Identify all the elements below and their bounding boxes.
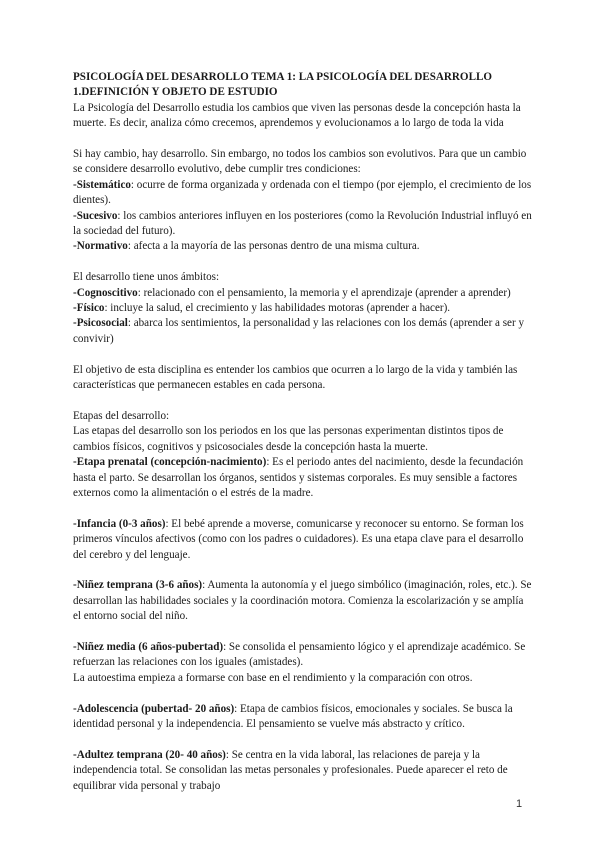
stage-text: : Se centra en la vida laboral, las relaciones de pareja y la independencia total. Se consolidan las metas personales y profesionales. Puede aparecer el reto de equilibrar vida personal y trabajo	[73, 748, 508, 792]
page-number: 1	[516, 798, 523, 810]
domain-item	[73, 286, 533, 301]
intro-paragraph: La Psicología del Desarrollo estudia los cambios que viven las personas desde la concepción hasta la muerte. Es decir, analiza cómo crecemos, aprendemos y evolucionamos a lo largo de toda la vida	[73, 101, 521, 130]
stage-term: -Infancia (0-3 años)	[73, 517, 166, 530]
condition-item	[73, 209, 533, 240]
stage-extra: La autoestima empieza a formarse con base en el rendimiento y la comparación con otros.	[73, 671, 473, 684]
stage-term: -Adolescencia (pubertad- 20 años)	[73, 702, 235, 715]
stage-text: : El bebé aprende a moverse, comunicarse y reconocer su entorno. Se forman los primeros vínculos afectivos (como con los padres o cuidadores). Es una etapa clave para el desarrollo del cerebro y del lenguaje.	[73, 517, 524, 561]
stage-term: -Niñez temprana (3-6 años)	[73, 579, 203, 592]
stage-term: -Niñez media (6 años-pubertad)	[73, 640, 224, 653]
domain-term: -Cognoscitivo	[73, 286, 138, 299]
stage-text: : Es el periodo antes del nacimiento, desde la fecundación hasta el parto. Se desarrollan los órganos, sentidos y sistemas corporales. Es muy sensible a factores externos como la alimentación o el estrés de la madre.	[73, 456, 524, 499]
stage-item	[73, 455, 533, 501]
document-page	[73, 70, 533, 794]
domain-text: : incluye la salud, el crecimiento y las habilidades motoras (aprender a hacer).	[104, 302, 451, 315]
condition-term: -Normativo	[73, 240, 128, 253]
stage-text: : Aumenta la autonomía y el juego simbólico (imaginación, roles, etc.). Se desarrollan las habilidades sociales y la coordinación motora. Comienza la escolarización y se amplía el entorno social del niño.	[73, 579, 532, 623]
stage-term: -Adultez temprana (20- 40 años)	[73, 748, 226, 761]
document-title: PSICOLOGÍA DEL DESARROLLO TEMA 1: LA PSICOLOGÍA DEL DESARROLLO 1.DEFINICIÓN Y OBJETO DE ESTUDIO	[73, 71, 492, 99]
conditions-intro: Si hay cambio, hay desarrollo. Sin embargo, no todos los cambios son evolutivos. Para que un cambio se considere desarrollo evolutivo, debe cumplir tres condiciones:	[73, 148, 527, 176]
condition-item	[73, 178, 533, 209]
domain-term: -Físico	[73, 302, 105, 315]
stage-term: -Etapa prenatal (concepción-nacimiento)	[73, 456, 267, 469]
domain-item	[73, 316, 533, 347]
stage-item	[73, 748, 533, 794]
stage-text: : Etapa de cambios físicos, emocionales y sociales. Se busca la identidad personal y la independencia. El pensamiento se vuelve más abstracto y crítico.	[73, 702, 513, 730]
condition-term: -Sucesivo	[73, 209, 118, 222]
domain-item	[73, 301, 533, 316]
domain-text: : abarca los sentimientos, la personalidad y las relaciones con los demás (aprender a ser y convivir)	[73, 317, 524, 345]
domain-term: -Psicosocial	[73, 317, 128, 330]
stages-heading: Etapas del desarrollo:	[73, 409, 170, 422]
condition-text: : ocurre de forma organizada y ordenada con el tiempo (por ejemplo, el crecimiento de los dientes).	[73, 178, 532, 207]
stage-item	[73, 702, 533, 733]
stage-text: : Se consolida el pensamiento lógico y el aprendizaje académico. Se refuerzan las relaciones con los iguales (amistades).	[73, 640, 526, 669]
stages-intro: Las etapas del desarrollo son los periodos en los que las personas experimentan distintos tipos de cambios físicos, cognitivos y psicosociales desde la concepción hasta la muerte.	[73, 425, 504, 453]
condition-text: : afecta a la mayoría de las personas dentro de una misma cultura.	[127, 240, 420, 253]
domain-text: : relacionado con el pensamiento, la memoria y el aprendizaje (aprender a aprender)	[137, 286, 511, 299]
stage-item	[73, 640, 533, 671]
condition-text: : los cambios anteriores influyen en los posteriores (como la Revolución Industrial influyó en la sociedad del futuro).	[73, 209, 532, 238]
stage-item	[73, 578, 533, 624]
stage-item	[73, 517, 533, 563]
objective-paragraph: El objetivo de esta disciplina es entender los cambios que ocurren a lo largo de la vida y también las características que permanecen estables en cada persona.	[73, 363, 518, 392]
condition-item	[73, 239, 533, 254]
condition-term: -Sistemático	[73, 178, 131, 191]
domains-intro: El desarrollo tiene unos ámbitos:	[73, 271, 220, 284]
